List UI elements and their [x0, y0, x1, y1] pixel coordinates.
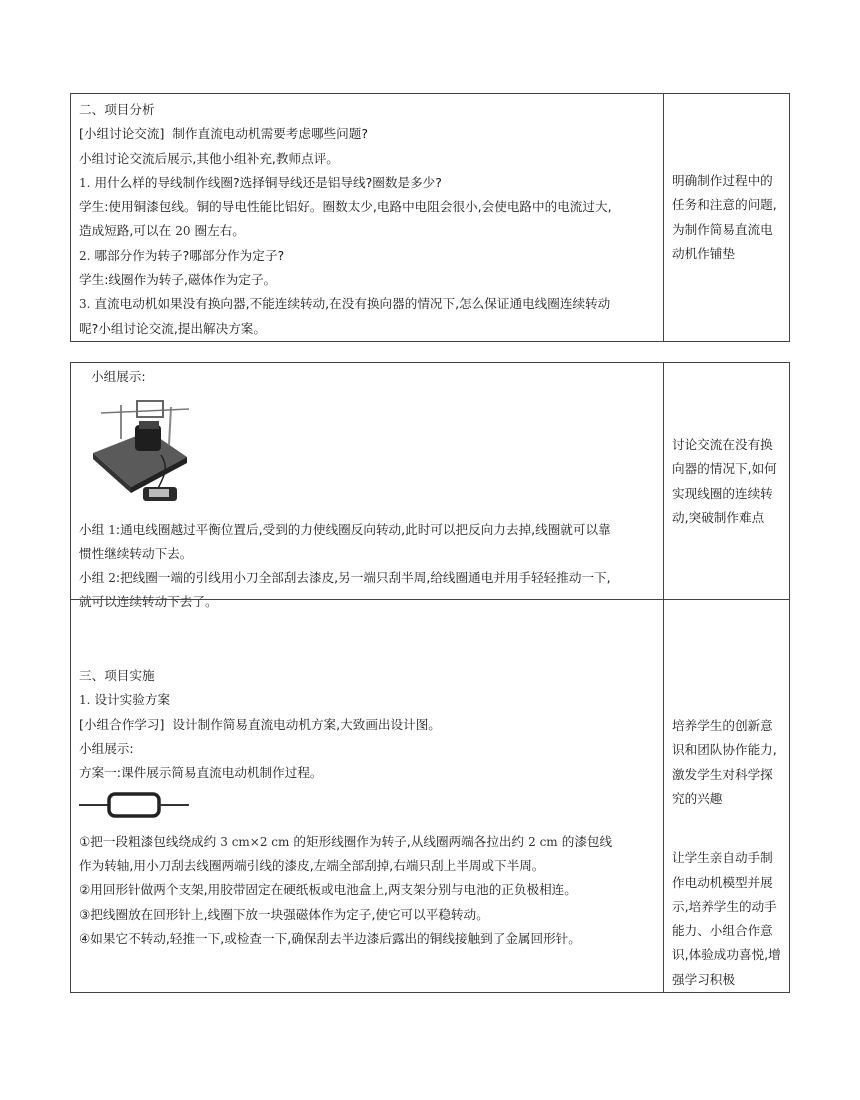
step-1-line2: 作为转轴,用小刀刮去线圈两端引线的漆皮,左端全部刮掉,右端只刮上半周或下半周。	[79, 858, 545, 874]
step-2: ②用回形针做两个支架,用胶带固定在硬纸板或电池盒上,两支架分别与电池的正负极相连。	[79, 882, 577, 898]
discuss-question: 制作直流电动机需要考虑哪些问题?	[172, 126, 368, 142]
group-show-content: 小组展示: 小组 1:通电线圈越过平衡位置后,受到的力使线圈反向转动,此时可以把反向力去掉,线圈就可以靠 惯性继续转动下去。 小组 2:把线圈一端的引线用小刀全部刮去漆皮,另一端只刮半周,给线圈通电并用手轻轻推动一下, 就可以连续转动下去了。	[71, 363, 664, 600]
question-1: 用什么样的导线制作线圈?选择铜导线还是铝导线?圈数是多少?	[94, 174, 442, 190]
step-1-title: 设计实验方案	[94, 692, 171, 708]
intro-text: 小组讨论交流后展示,其他小组补充,教师点评。	[79, 150, 339, 166]
analysis-table	[70, 93, 790, 342]
lead-length: 2 cm	[528, 834, 558, 849]
step-3: ③把线圈放在回形针上,线圈下放一块强磁体作为定子,使它可以平稳转动。	[79, 906, 489, 922]
discuss-tag: [小组讨论交流]	[79, 126, 165, 142]
group-number: 1	[108, 522, 116, 537]
side-note: 讨论交流在没有换向器的情况下,如何实现线圈的连续转动,突破制作难点	[672, 436, 777, 525]
question-3-line1: 直流电动机如果没有换向器,不能连续转动,在没有换向器的情况下,怎么保证通电线圈连续转动	[94, 296, 611, 312]
motor-photo	[91, 395, 191, 505]
group-2-line1: :把线圈一端的引线用小刀全部刮去漆皮,另一端只刮半周,给线圈通电并用手轻轻推动一下,	[115, 570, 611, 586]
show-label: 小组展示:	[79, 740, 134, 756]
question-number: 3.	[79, 297, 91, 312]
analysis-content: 二、项目分析 [小组讨论交流] 制作直流电动机需要考虑哪些问题? 小组讨论交流后展示,其他小组补充,教师点评。 1. 用什么样的导线制作线圈?选择铜导线还是铝导线?圈数是多少? 学生:使用铜漆包线。铜的导电性能比铝好。圈数太少,电路中电阻会很小,会使电路中的电流过大, 造成短路,可以在 20 圈左右。 2. 哪部分作为转子?哪部分作为定子? 学生:线圈作为转子,磁体作为定子。 3. 直流电动机如果没有换向器,不能连续转动,在没有换向器的情况下,怎么保证通电线圈连续转动 呢?小组讨论交流,提出解决方案。	[71, 94, 664, 341]
turn-count: 20	[175, 224, 191, 239]
side-note-1: 培养学生的创新意识和团队协作能力,激发学生对科学探究的兴趣	[672, 718, 777, 806]
implementation-content: 三、项目实施 1. 设计实验方案 [小组合作学习] 设计制作简易直流电动机方案,大致画出设计图。 小组展示: 方案一:课件展示简易直流电动机制作过程。 ①把一段粗漆包线绕成约 3 cm×2 cm 的矩形线圈作为转子,从线圈两端各拉出约 2 cm 的漆包线 作为转轴,用小刀刮去线圈两端引线的漆皮,左端全部刮掉,右端只刮上半周或下半周。 ②用回形针做两个支架,用胶带固定在硬纸板或电池盒上,两支架分别与电池的正负极相连。 ③把线圈放在回形针上,线圈下放一块强磁体作为定子,使它可以平稳转动。 ④如果它不转动,轻推一下,或检查一下,确保刮去半边漆后露出的铜线接触到了金属回形针。	[71, 600, 664, 992]
coop-tag: [小组合作学习]	[79, 716, 165, 732]
question-number: 1.	[79, 175, 91, 190]
side-note-2: 让学生亲自动手制作电动机模型并展示,培养学生的动手能力、小组合作意识,体验成功喜悦,增强学习积极	[672, 850, 781, 987]
answer-2: 学生:线圈作为转子,磁体作为定子。	[79, 272, 277, 288]
group-show-table	[70, 362, 790, 610]
side-note: 明确制作过程中的任务和注意的问题,为制作简易直流电动机作铺垫	[672, 172, 777, 261]
question-2: 哪部分作为转子?哪部分作为定子?	[94, 247, 285, 263]
side-note-cell	[664, 94, 789, 341]
group-2-line2: 就可以连续转动下去了。	[79, 594, 218, 610]
group-1-line2: 惯性继续转动下去。	[79, 545, 193, 561]
plan-1: 方案一:课件展示简易直流电动机制作过程。	[79, 765, 323, 781]
coil-diagram	[79, 791, 189, 819]
side-note-cell	[664, 363, 789, 600]
side-note-cell	[664, 600, 789, 992]
question-number: 2.	[79, 248, 91, 263]
implementation-table	[70, 599, 790, 993]
answer-1-line2: 造成短路,可以在	[79, 223, 172, 239]
coil-size: 3 cm×2 cm	[220, 834, 290, 849]
section-heading: 二、项目分析	[79, 102, 155, 117]
step-1-text: ①把一段粗漆包线绕成约	[79, 833, 217, 849]
show-title: 小组展示:	[91, 369, 146, 384]
section-heading: 三、项目实施	[79, 668, 155, 683]
step-4: ④如果它不转动,轻推一下,或检查一下,确保刮去半边漆后露出的铜线接触到了金属回形针。	[79, 930, 581, 946]
group-1-line1: :通电线圈越过平衡位置后,受到的力使线圈反向转动,此时可以把反向力去掉,线圈就可以靠	[115, 521, 611, 537]
coop-text: 设计制作简易直流电动机方案,大致画出设计图。	[172, 716, 441, 732]
question-3-line2: 呢?小组讨论交流,提出解决方案。	[79, 320, 266, 336]
answer-1-line1: 学生:使用铜漆包线。铜的导电性能比铝好。圈数太少,电路中电阻会很小,会使电路中的电流过大,	[79, 199, 612, 215]
group-number: 2	[108, 571, 116, 586]
